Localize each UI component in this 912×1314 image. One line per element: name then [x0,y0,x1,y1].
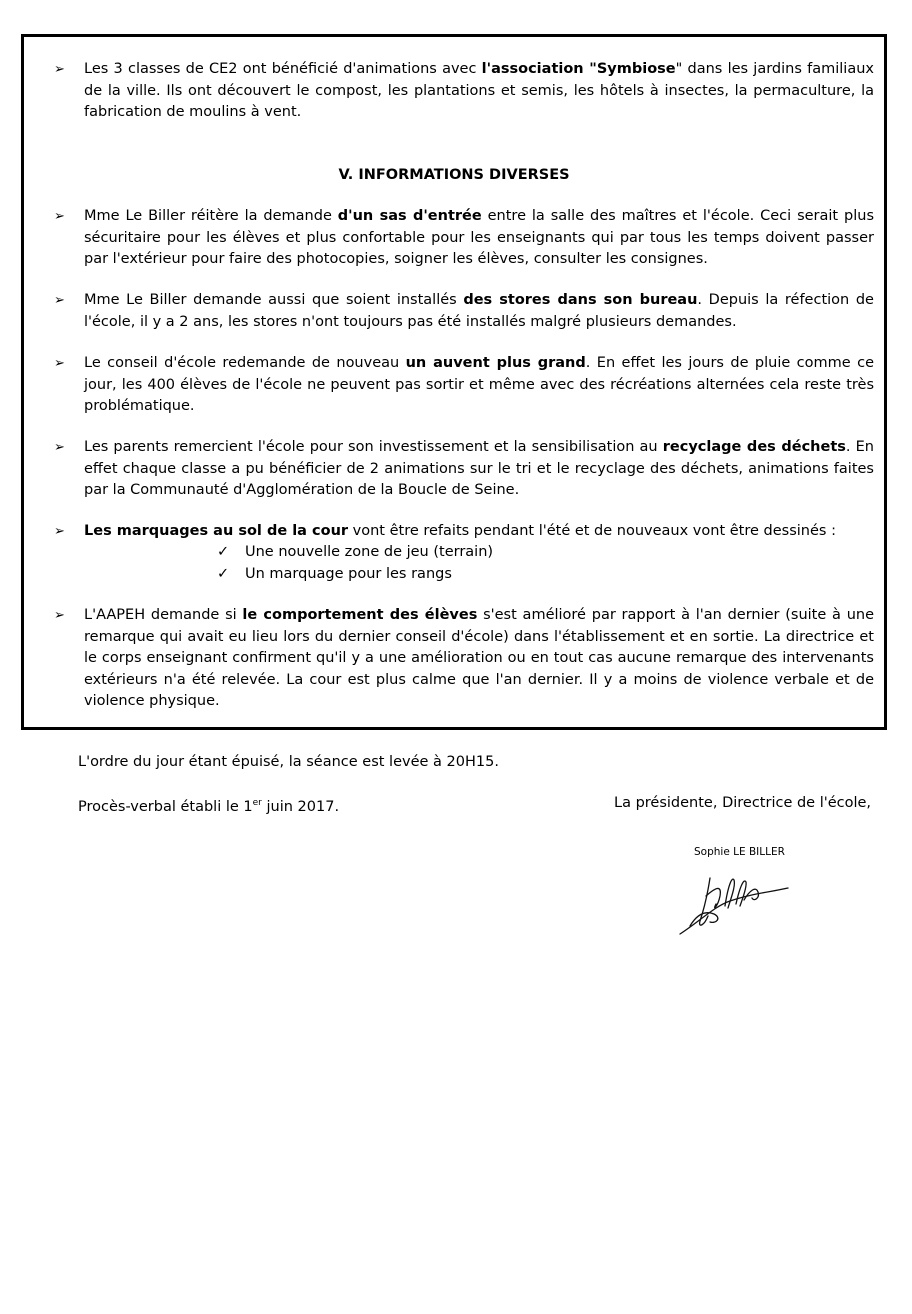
arrow-bullet-icon: ➢ [54,293,65,308]
signatory-name: Sophie LE BILLER [694,846,785,858]
paragraph-text [84,355,874,414]
paragraph-text [84,607,874,709]
paragraph-text [84,61,874,120]
text-segment: Mme Le Biller réitère la demande [84,208,338,224]
text-segment: Les 3 classes de CE2 ont bénéficié d'animations avec [84,61,482,77]
check-icon: ✓ [217,566,230,582]
text-segment: . Depuis la réfection de l'école, il y a 2 ans, les stores n'ont toujours pas été installés malgré plusieurs demandes. [84,292,874,330]
checklist-item: ✓ Un marquage pour les rangs [217,564,452,586]
list-item [54,605,874,713]
closing-statement: L'ordre du jour étant épuisé, la séance est levée à 20H15. [78,754,499,770]
bold-text: le comportement des élèves [242,607,478,623]
text-segment: vont être refaits pendant l'été et de nouveaux vont être dessinés : [348,523,836,539]
bold-text: d'un sas d'entrée [337,208,482,224]
content-box [21,34,887,730]
signatory-title: La présidente, Directrice de l'école, [614,795,872,811]
arrow-bullet-icon: ➢ [54,209,65,224]
paragraph-text [84,292,874,330]
arrow-bullet-icon: ➢ [54,524,65,539]
paragraph-text [84,439,874,498]
bold-text: Les marquages au sol de la cour [84,523,349,539]
text-segment: Les parents remercient l'école pour son investissement et la sensibilisation au [84,439,663,455]
paragraph-text [84,523,836,539]
paragraph-text [84,208,874,267]
text-segment: . En effet chaque classe a pu bénéficier de 2 animations sur le tri et le recyclage des déchets, animations faites par la Communauté d'Agglomération de la Boucle de Seine. [84,439,874,498]
arrow-bullet-icon: ➢ [54,608,65,623]
text-segment: . En effet les jours de pluie comme ce jour, les 400 élèves de l'école ne peuvent pas sortir et même avec des récréations alternées cela reste très problématique. [84,355,874,414]
text-segment: entre la salle des maîtres et l'école. Ceci serait plus sécuritaire pour les élèves et plus confortable pour les enseignants qui par tous les temps doivent passer par l'extérieur pour faire des photocopies, soigner les élèves, consulter les consignes. [84,208,874,267]
section-heading: V. INFORMATIONS DIVERSES [338,167,570,183]
arrow-bullet-icon: ➢ [54,62,65,77]
bold-text: des stores dans son bureau [463,292,698,308]
bold-text: l'association "Symbiose [481,61,676,77]
text-segment: s'est amélioré par rapport à l'an dernier (suite à une remarque qui avait eu lieu lors du dernier conseil d'école) dans l'établissement et en sortie. La directrice et le corps enseignant confirment qu'il y a une amélioration ou en tout cas aucune remarque des intervenants extérieurs n'a été relevée. La cour est plus calme que l'an dernier. Il y a moins de violence verbale et de violence physique. [84,607,874,709]
text-segment: Le conseil d'école redemande de nouveau [84,355,406,371]
list-item [54,59,874,124]
list-item [54,206,874,271]
text-segment: " dans les jardins familiaux de la ville. Ils ont découvert le compost, les plantations et semis, les hôtels à insectes, la permaculture, la fabrication de moulins à vent. [84,61,874,120]
text-segment: L'AAPEH demande si [84,607,243,623]
text-segment: Mme Le Biller demande aussi que soient installés [84,292,464,308]
signature-image [670,866,800,946]
check-icon: ✓ [217,544,230,560]
proces-verbal-date: Procès-verbal établi le 1er juin 2017. [78,798,340,815]
list-item [54,437,874,502]
list-item [54,521,874,543]
arrow-bullet-icon: ➢ [54,356,65,371]
list-item [54,290,874,333]
list-item [54,353,874,418]
bold-text: un auvent plus grand [405,355,586,371]
arrow-bullet-icon: ➢ [54,440,65,455]
bold-text: recyclage des déchets [662,439,846,455]
checklist-item: ✓ Une nouvelle zone de jeu (terrain) [217,542,493,564]
